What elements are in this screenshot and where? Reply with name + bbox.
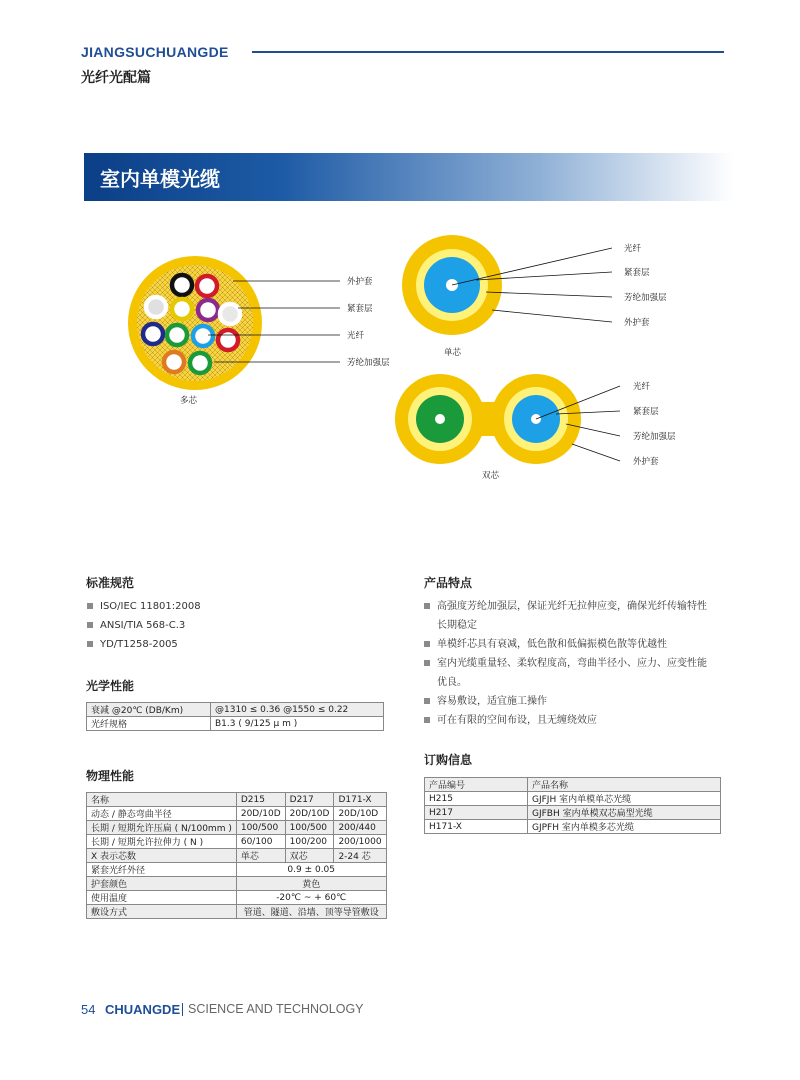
table-cell: 100/500: [236, 821, 285, 835]
single-label-aramid: 芳纶加强层: [624, 293, 667, 303]
multi-label-tight-buffer: 紧套层: [347, 304, 373, 314]
feature-item: 可在有限的空间布设，且无缠绕效应: [424, 711, 734, 730]
single-caption: 单芯: [444, 348, 462, 358]
table-cell: D171-X: [334, 793, 386, 807]
standards-heading: 标准规范: [86, 576, 135, 590]
table-row: [87, 717, 384, 731]
table-row: [87, 821, 387, 835]
chapter-title: 光纤光配篇: [81, 70, 151, 86]
table-cell: 长期 / 短期允许压扁 ( N/100mm ): [87, 821, 237, 835]
table-cell: D217: [285, 793, 334, 807]
table-cell: 2-24 芯: [334, 849, 386, 863]
table-cell: B1.3 ( 9/125 μ m ): [211, 717, 384, 731]
table-cell: H215: [425, 792, 528, 806]
table-row: [87, 807, 387, 821]
table-cell: 衰减 @20℃ (DB/Km): [87, 703, 211, 717]
single-label-tight-buffer: 紧套层: [624, 268, 650, 278]
header-rule: [252, 51, 724, 53]
single-core-diagram: [402, 235, 612, 335]
table-row: [425, 778, 721, 792]
dual-caption: 双芯: [482, 471, 500, 481]
table-cell: GJFBH 室内单模双芯扁型光缆: [528, 806, 721, 820]
table-cell: 护套颜色: [87, 877, 237, 891]
table-cell: 20D/10D: [334, 807, 386, 821]
table-cell: 100/200: [285, 835, 334, 849]
table-row: [87, 849, 387, 863]
multi-label-jacket: 外护套: [347, 277, 373, 287]
feature-item: 单模纤芯具有衰减，低色散和低偏振模色散等优越性: [424, 635, 734, 654]
table-row: [425, 792, 721, 806]
table-cell: H171-X: [425, 820, 528, 834]
table-cell: 20D/10D: [285, 807, 334, 821]
single-label-fiber: 光纤: [624, 244, 642, 254]
table-cell: 光纤规格: [87, 717, 211, 731]
feature-item: 高强度芳纶加强层，保证光纤无拉伸应变，确保光纤传输特性 长期稳定: [424, 597, 734, 635]
table-row: [87, 835, 387, 849]
optical-table: [86, 702, 384, 731]
table-cell: 动态 / 静态弯曲半径: [87, 807, 237, 821]
table-cell: 管道、隧道、沿墙、顶等导管敷设: [236, 905, 386, 919]
standard-item: ISO/IEC 11801:2008: [87, 597, 387, 616]
table-row: [87, 703, 384, 717]
table-cell: 20D/10D: [236, 807, 285, 821]
dual-label-aramid: 芳纶加强层: [633, 432, 676, 442]
table-cell: 100/500: [285, 821, 334, 835]
table-cell: 敷设方式: [87, 905, 237, 919]
dual-label-fiber: 光纤: [633, 382, 651, 392]
physical-heading: 物理性能: [86, 769, 135, 783]
table-cell: 200/1000: [334, 835, 386, 849]
table-row: [87, 877, 387, 891]
multi-core-diagram: [128, 256, 340, 390]
dual-label-jacket: 外护套: [633, 457, 659, 467]
table-cell: 使用温度: [87, 891, 237, 905]
table-row: [87, 905, 387, 919]
table-row: [87, 863, 387, 877]
dual-label-tight-buffer: 紧套层: [633, 407, 659, 417]
cable-diagrams: [0, 210, 800, 510]
table-row: [425, 806, 721, 820]
page-number: 54: [81, 1002, 96, 1017]
table-cell: X 表示芯数: [87, 849, 237, 863]
single-label-jacket: 外护套: [624, 318, 650, 328]
multi-label-fiber: 光纤: [347, 331, 365, 341]
table-row: [87, 891, 387, 905]
footer-brand: CHUANGDE: [105, 1002, 181, 1017]
physical-table: [86, 792, 387, 919]
table-cell: 黄色: [236, 877, 386, 891]
table-cell: -20℃ ~ + 60℃: [236, 891, 386, 905]
table-cell: D215: [236, 793, 285, 807]
ordering-table: [424, 777, 721, 834]
standard-item: ANSI/TIA 568-C.3: [87, 616, 387, 635]
footer-divider: [182, 1003, 183, 1016]
features-list: [424, 597, 734, 730]
table-cell: GJFJH 室内单模单芯光缆: [528, 792, 721, 806]
table-cell: 名称: [87, 793, 237, 807]
multi-caption: 多芯: [180, 396, 198, 406]
table-row: [425, 820, 721, 834]
table-cell: 产品名称: [528, 778, 721, 792]
table-cell: 60/100: [236, 835, 285, 849]
table-cell: 紧套光纤外径: [87, 863, 237, 877]
dual-core-diagram: [395, 374, 620, 464]
page-title: 室内单模光缆: [100, 167, 220, 191]
brand-name: JIANGSUCHUANGDE: [81, 44, 229, 60]
table-row: [87, 793, 387, 807]
table-cell: 双芯: [285, 849, 334, 863]
footer-tagline: SCIENCE AND TECHNOLOGY: [188, 1002, 364, 1016]
table-cell: H217: [425, 806, 528, 820]
ordering-heading: 订购信息: [424, 753, 473, 767]
standards-list: [87, 597, 387, 654]
table-cell: GJPFH 室内单模多芯光缆: [528, 820, 721, 834]
features-heading: 产品特点: [424, 576, 473, 590]
table-cell: 0.9 ± 0.05: [236, 863, 386, 877]
optical-heading: 光学性能: [86, 679, 135, 693]
table-cell: 产品编号: [425, 778, 528, 792]
standard-item: YD/T1258-2005: [87, 635, 387, 654]
table-cell: 长期 / 短期允许拉伸力 ( N ): [87, 835, 237, 849]
table-cell: 200/440: [334, 821, 386, 835]
feature-item: 容易敷设，适宜施工操作: [424, 692, 734, 711]
table-cell: 单芯: [236, 849, 285, 863]
multi-label-aramid: 芳纶加强层: [347, 358, 390, 368]
feature-item: 室内光缆重量轻、柔软程度高，弯曲半径小、应力、应变性能 优良。: [424, 654, 734, 692]
table-cell: @1310 ≤ 0.36 @1550 ≤ 0.22: [211, 703, 384, 717]
